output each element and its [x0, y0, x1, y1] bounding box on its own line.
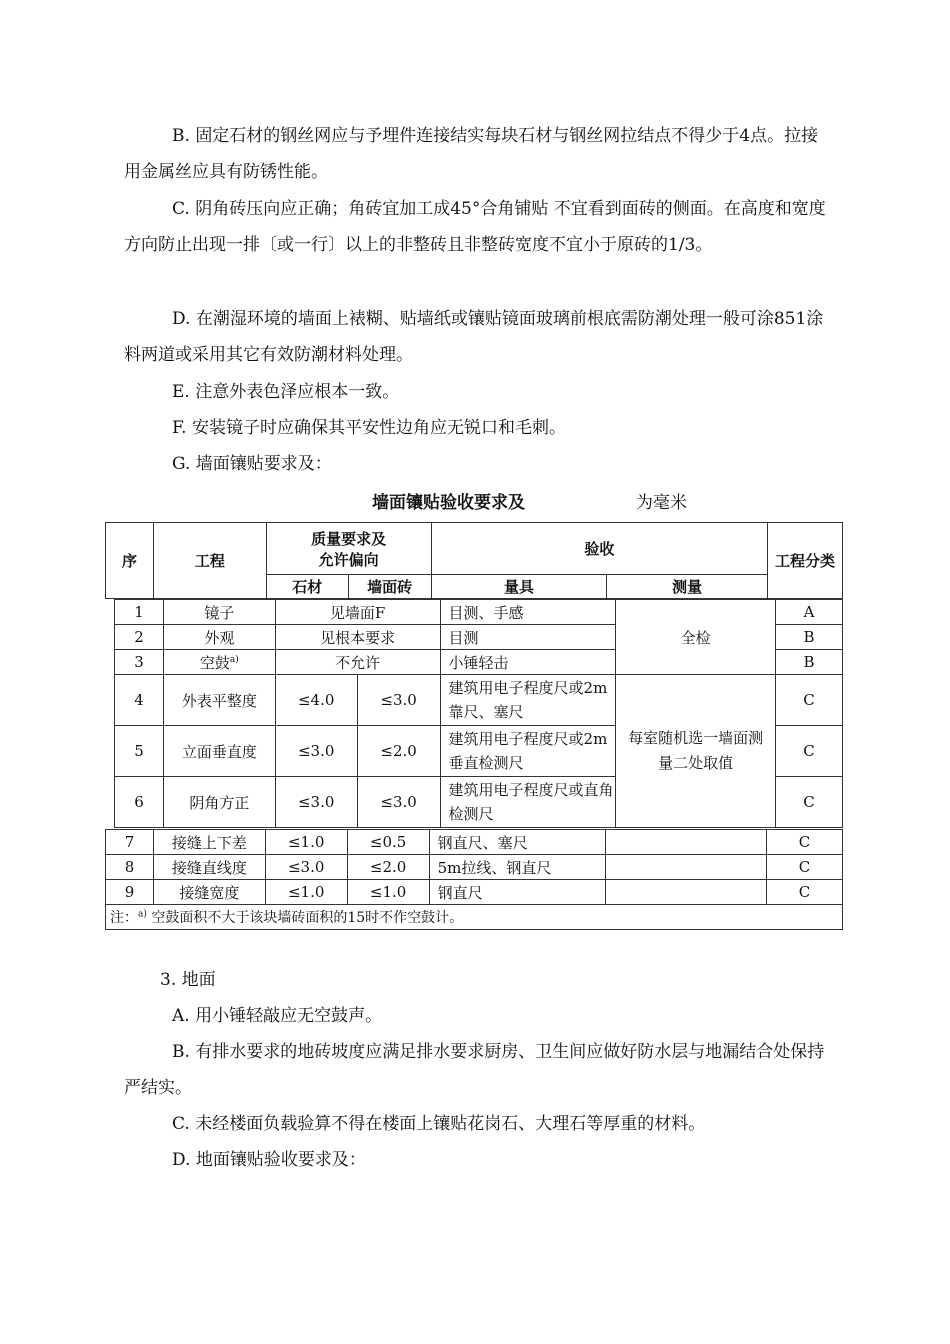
- cell-seq: 1: [115, 600, 164, 625]
- header-category: 工程分类: [768, 523, 843, 599]
- cell-stone: ≤3.0: [275, 726, 357, 777]
- paragraph-text: 地面镶贴验收要求及：: [195, 1150, 366, 1170]
- header-tile: 墙面砖: [348, 575, 431, 599]
- cell-measure: 全检: [616, 600, 776, 675]
- cell-stone: ≤3.0: [275, 777, 357, 828]
- table-note-row: [106, 905, 843, 930]
- cell-category: B: [776, 625, 843, 650]
- cell-item: 外表平整度: [163, 675, 275, 726]
- cell-item: [163, 650, 275, 675]
- paragraph-g: [124, 446, 830, 482]
- item-label: F.: [172, 418, 187, 438]
- paragraph-c: [124, 191, 830, 263]
- cell-seq: 8: [106, 855, 154, 880]
- cell-tile: ≤1.0: [347, 880, 429, 905]
- cell-item: 接缝宽度: [153, 880, 265, 905]
- cell-measure-empty: [606, 880, 767, 905]
- cell-category: C: [776, 777, 843, 828]
- cell-category: C: [767, 880, 843, 905]
- cell-tile: ≤2.0: [357, 726, 440, 777]
- paragraph-b: [124, 118, 830, 190]
- paragraph-floor-b: [124, 1034, 830, 1106]
- table-note: [106, 905, 843, 930]
- paragraph-d: [124, 301, 830, 373]
- paragraph-text: 有排水要求的地砖坡度应满足排水要求厨房、卫生间应做好防水层与地漏结合处保持严结实。: [124, 1042, 825, 1098]
- item-label: B.: [172, 126, 190, 146]
- cell-tool: 钢直尺: [429, 880, 606, 905]
- table-row: [106, 830, 843, 855]
- paragraph-text: 用小锤轻敲应无空鼓声。: [195, 1006, 383, 1026]
- cell-measure-empty: [606, 830, 767, 855]
- cell-stone: ≤3.0: [265, 855, 347, 880]
- note-text: 空鼓面积不大于该块墙砖面积的15时不作空鼓计。: [151, 910, 464, 926]
- paragraph-e: [124, 374, 830, 410]
- header-stone: 石材: [266, 575, 348, 599]
- paragraph-floor-c: [124, 1106, 830, 1142]
- section-heading: [160, 962, 840, 998]
- item-label: C.: [172, 199, 190, 219]
- cell-category: C: [776, 675, 843, 726]
- section-number: 3.: [160, 970, 177, 990]
- cell-stone: ≤1.0: [265, 830, 347, 855]
- cell-requirement: 不允许: [275, 650, 440, 675]
- cell-tool: 建筑用电子程度尺或2m靠尺、塞尺: [440, 675, 616, 726]
- item-label: G.: [172, 454, 191, 474]
- paragraph-floor-a: [124, 998, 830, 1034]
- cell-tool: 建筑用电子程度尺或直角检测尺: [440, 777, 616, 828]
- table-unit: 为毫米: [636, 493, 687, 513]
- cell-tool: 目测: [440, 625, 616, 650]
- cell-requirement: 见墙面F: [275, 600, 440, 625]
- paragraph-text: 固定石材的钢丝网应与予埋件连接结实每块石材与钢丝网拉结点不得少于4点。拉接用金属丝应具有防锈性能。: [124, 126, 819, 182]
- cell-item: 接缝直线度: [153, 855, 265, 880]
- table-row: [115, 675, 843, 726]
- cell-tool: 钢直尺、塞尺: [429, 830, 606, 855]
- paragraph-text: 注意外表色泽应根本一致。: [195, 382, 400, 402]
- header-measure: 测量: [607, 575, 768, 599]
- cell-item: 外观: [163, 625, 275, 650]
- paragraph-text: 在潮湿环境的墙面上裱糊、贴墙纸或镶贴镜面玻璃前根底需防潮处理一般可涂851涂料两道或采用其它有效防潮材料处理。: [124, 309, 824, 365]
- cell-stone: ≤1.0: [265, 880, 347, 905]
- footnote-marker: a): [138, 909, 147, 920]
- cell-category: C: [767, 830, 843, 855]
- item-label: A.: [172, 1006, 190, 1026]
- section-title: 地面: [181, 970, 216, 990]
- header-item: 工程: [153, 523, 266, 599]
- cell-tool: 建筑用电子程度尺或2m垂直检测尺: [440, 726, 616, 777]
- cell-seq: 2: [115, 625, 164, 650]
- item-label: C.: [172, 1114, 190, 1134]
- cell-seq: 3: [115, 650, 164, 675]
- item-text: 空鼓: [199, 653, 230, 672]
- cell-item: 镜子: [163, 600, 275, 625]
- header-acceptance: 验收: [431, 523, 767, 575]
- paragraph-text: 阴角砖压向应正确；角砖宜加工成45°合角铺贴 不宜看到面砖的侧面。在高度和宽度方向防止出现一排〔或一行〕以上的非整砖且非整砖宽度不宜小于原砖的1/3。: [124, 199, 826, 255]
- cell-seq: 4: [115, 675, 164, 726]
- table-header: [105, 522, 843, 599]
- cell-category: B: [776, 650, 843, 675]
- cell-tool: 5m拉线、钢直尺: [429, 855, 606, 880]
- table-title: 墙面镶贴验收要求及: [372, 493, 525, 513]
- cell-seq: 9: [106, 880, 154, 905]
- paragraph-floor-d: [124, 1142, 830, 1178]
- cell-stone: ≤4.0: [275, 675, 357, 726]
- table-caption: [0, 486, 950, 514]
- cell-tile: ≤2.0: [347, 855, 429, 880]
- cell-category: C: [767, 855, 843, 880]
- table-body-main: [114, 599, 843, 828]
- cell-category: A: [776, 600, 843, 625]
- header-seq: 序: [106, 523, 154, 599]
- cell-item: 接缝上下差: [153, 830, 265, 855]
- cell-requirement: 见根本要求: [275, 625, 440, 650]
- cell-seq: 6: [115, 777, 164, 828]
- footnote-marker: a): [229, 654, 239, 665]
- cell-item: 阴角方正: [163, 777, 275, 828]
- paragraph-text: 安装镜子时应确保其平安性边角应无锐口和毛刺。: [191, 418, 566, 438]
- item-label: D.: [172, 309, 191, 329]
- cell-tile: ≤3.0: [357, 675, 440, 726]
- cell-category: C: [776, 726, 843, 777]
- paragraph-text: 墙面镶贴要求及：: [195, 454, 332, 474]
- cell-measure: 每室随机选一墙面测量二处取值: [616, 675, 776, 828]
- item-label: B.: [172, 1042, 190, 1062]
- item-label: D.: [172, 1150, 191, 1170]
- item-label: E.: [172, 382, 190, 402]
- header-tool: 量具: [431, 575, 607, 599]
- paragraph-text: 未经楼面负载验算不得在楼面上镶贴花岗石、大理石等厚重的材料。: [195, 1114, 706, 1134]
- cell-tile: ≤0.5: [347, 830, 429, 855]
- cell-tile: ≤3.0: [357, 777, 440, 828]
- cell-item: 立面垂直度: [163, 726, 275, 777]
- table-row: [106, 880, 843, 905]
- cell-seq: 7: [106, 830, 154, 855]
- cell-measure-empty: [606, 855, 767, 880]
- cell-tool: 小锤轻击: [440, 650, 616, 675]
- cell-seq: 5: [115, 726, 164, 777]
- header-quality: 质量要求及允许偏向: [266, 523, 431, 575]
- cell-tool: 目测、手感: [440, 600, 616, 625]
- table-row: [115, 600, 843, 625]
- note-prefix: 注：: [110, 910, 138, 926]
- table-body-joints: [105, 829, 843, 930]
- paragraph-f: [124, 410, 830, 446]
- table-row: [106, 855, 843, 880]
